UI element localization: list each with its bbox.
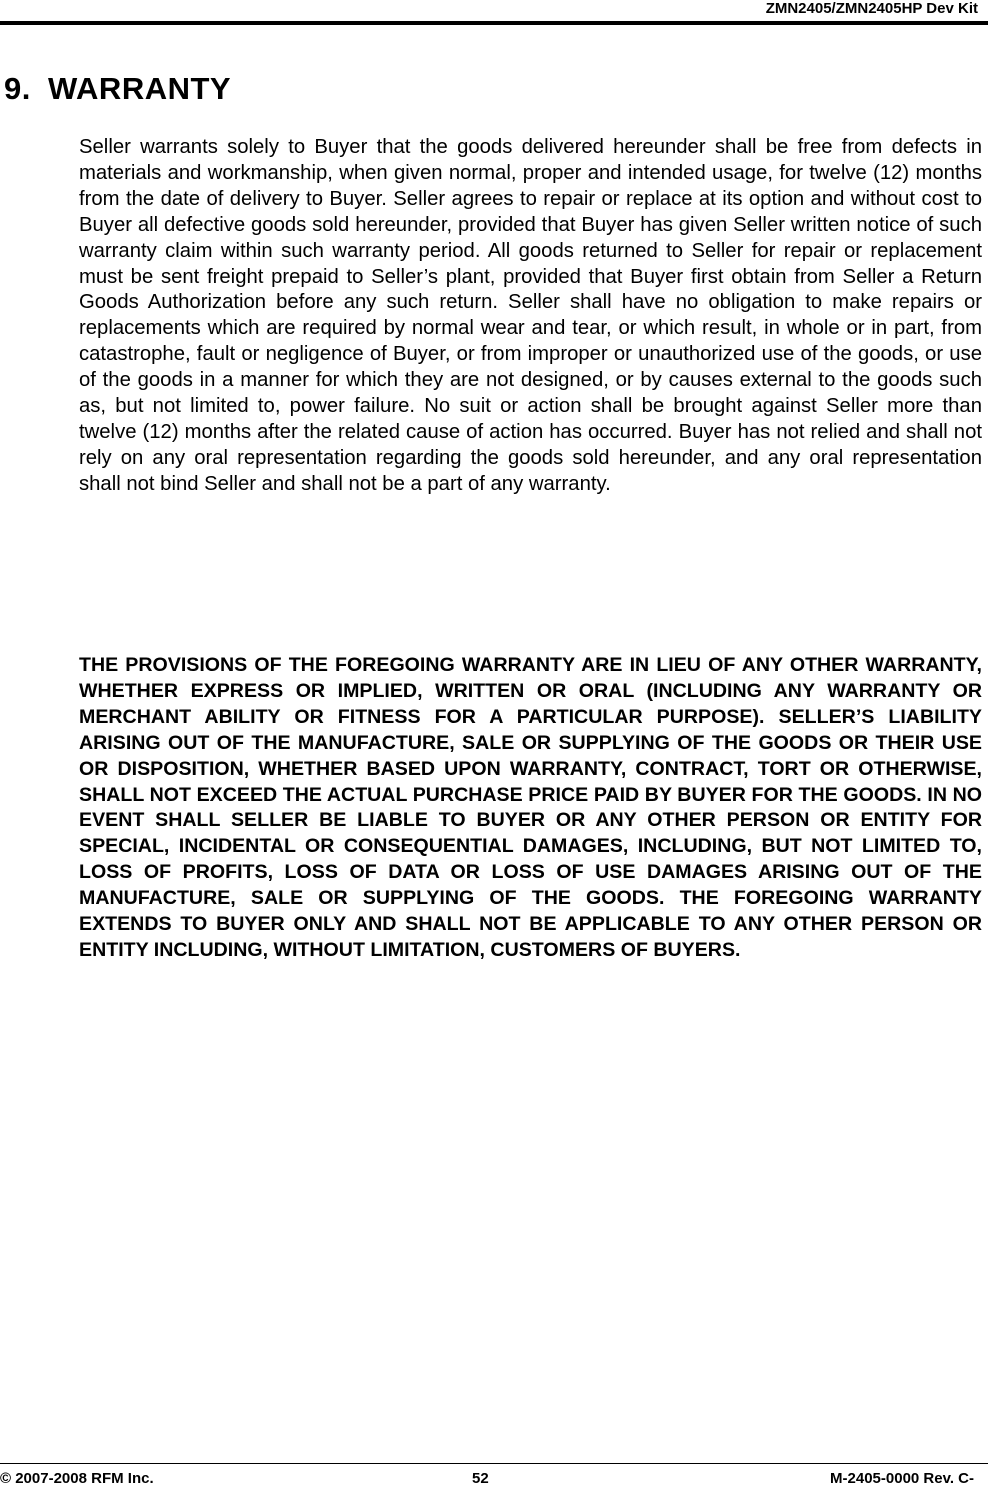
footer-document-number: M-2405-0000 Rev. C-: [830, 1470, 974, 1487]
footer-page-number: 52: [472, 1470, 489, 1487]
section-heading: [4, 70, 231, 108]
footer-rule: [0, 1463, 988, 1464]
header-rule: [0, 21, 988, 25]
disclaimer-paragraph: THE PROVISIONS OF THE FOREGOING WARRANTY ARE IN LIEU OF ANY OTHER WARRANTY, WHETHER EXPRESS OR IMPLIED, WRITTEN OR ORAL (INCLUDING ANY WARRANTY OR MERCHANT ABILITY OR FITNESS FOR A PARTICULAR PURPOSE). SELLER’S LIABILITY ARISING OUT OF THE MANUFACTURE, SALE OR SUPPLYING OF THE GOODS OR THEIR USE OR DISPOSITION, WHETHER BASED UPON WARRANTY, CONTRACT, TORT OR OTHERWISE, SHALL NOT EXCEED THE ACTUAL PURCHASE PRICE PAID BY BUYER FOR THE GOODS. IN NO EVENT SHALL SELLER BE LIABLE TO BUYER OR ANY OTHER PERSON OR ENTITY FOR SPECIAL, INCIDENTAL OR CONSEQUENTIAL DAMAGES, INCLUDING, BUT NOT LIMITED TO, LOSS OF PROFITS, LOSS OF DATA OR LOSS OF USE DAMAGES ARISING OUT OF THE MANUFACTURE, SALE OR SUPPLYING OF THE GOODS. THE FOREGOING WARRANTY EXTENDS TO BUYER ONLY AND SHALL NOT BE APPLICABLE TO ANY OTHER PERSON OR ENTITY INCLUDING, WITHOUT LIMITATION, CUSTOMERS OF BUYERS.: [79, 654, 982, 961]
section-title: WARRANTY: [48, 71, 232, 106]
footer-copyright: © 2007-2008 RFM Inc.: [0, 1470, 154, 1487]
page-header-title: ZMN2405/ZMN2405HP Dev Kit: [765, 0, 978, 17]
section-number: 9.: [4, 71, 31, 106]
warranty-paragraph: Seller warrants solely to Buyer that the goods delivered hereunder shall be free from defects in materials and workmanship, when given normal, proper and intended usage, for twelve (12) months from the date of delivery to Buyer. Seller agrees to repair or replace at its option and without cost to Buyer all defective goods sold hereunder, provided that Buyer has given Seller written notice of such warranty claim within such warranty period. All goods returned to Seller for repair or replacement must be sent freight prepaid to Seller’s plant, provided that Buyer first obtain from Seller a Return Goods Authorization before any such return. Seller shall have no obligation to make repairs or replacements which are required by normal wear and tear, or which result, in whole or in part, from catastrophe, fault or negligence of Buyer, or from improper or unauthorized use of the goods, or use of the goods in a manner for which they are not designed, or by causes external to the goods such as, but not limited to, power failure. No suit or action shall be brought against Seller more than twelve (12) months after the related cause of action has occurred. Buyer has not relied and shall not rely on any oral representation regarding the goods sold hereunder, and any oral representation shall not bind Seller and shall not be a part of any warranty.: [79, 136, 982, 495]
